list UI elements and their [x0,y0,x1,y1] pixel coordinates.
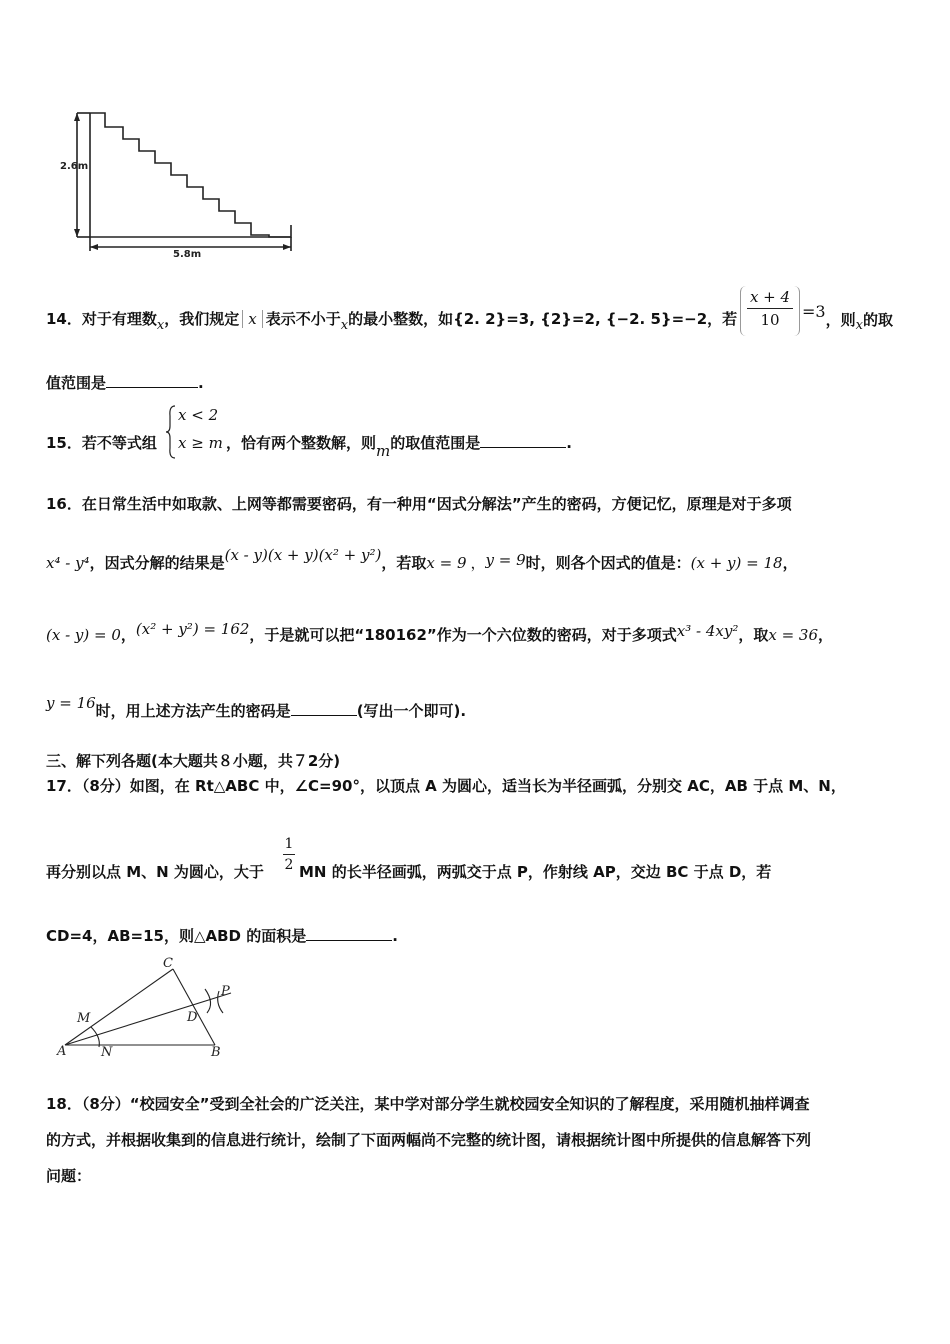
q17-line2-tail: MN 的长半径画弧，两弧交于点 P，作射线 AP，交边 BC 于点 D，若 [299,863,772,881]
q16-line2: x⁴ - y⁴，因式分解的结果是(x - y)(x + y)(x² + y²)，若取x = 9 ，y = 9时，则各个因式的值是：(x + y) = 18， [46,546,798,572]
stairs-outline [90,113,291,237]
q15-line-tail: ，恰有两个整数解，则m的取值范围是 . [226,434,572,460]
q17-line2: 再分别以点 M、N 为圆心，大于 [46,863,264,881]
q16-answer-blank[interactable] [291,703,357,716]
label-N: N [101,1045,113,1060]
q14-line2: 值范围是 . [46,374,204,392]
q16-line1: 16．在日常生活中如取款、上网等都需要密码，有一种用“因式分解法”产生的密码，方便记忆，原理是对于多项 [46,495,792,513]
left-brace-icon [165,404,177,460]
q16-line4: y = 16时，用上述方法产生的密码是 (写出一个即可). [46,694,467,720]
label-M: M [77,1011,91,1026]
side-CB [173,969,215,1045]
label-C: C [163,956,173,971]
q17-line1: 17．（8分）如图，在 Rt△ABC 中，∠C=90°，以顶点 A 为圆心，适当长为半径画弧，分别交 AC，AB 于点 M、N， [46,777,846,795]
label-B: B [211,1045,221,1060]
label-P: P [221,984,230,999]
q17-line3: CD=4，AB=15，则△ABD 的面积是 . [46,927,398,945]
q14-fraction: x + 4 10 [740,286,800,336]
stairs-figure [55,105,305,265]
section3-title: 三、解下列各题(本大题共８小题，共７2分) [46,752,341,770]
label-D: D [187,1010,198,1025]
q18-line3: 问题： [46,1167,92,1185]
q14-answer-blank[interactable] [106,375,198,388]
q17-answer-blank[interactable] [306,928,392,941]
q14-line1: 14．对于有理数x，我们规定 x 表示不小于x的最小整数，如{2. 2}=3, {2}=2, {−2. 5}=−2，若 [46,310,738,333]
ceil-bracket-x: x [242,310,262,328]
q18-line1: 18．（8分）“校园安全”受到全社会的广泛关注，某中学对部分学生就校园安全知识的了解程度，采用随机抽样调查 [46,1095,810,1113]
q15-answer-blank[interactable] [480,435,566,448]
width-label: 5.8m [173,249,202,260]
q15-line: 15．若不等式组 [46,434,157,452]
label-A: A [57,1044,67,1059]
q16-line3: (x - y) = 0，(x² + y²) = 162，于是就可以把“180162”作为一个六位数的密码，对于多项式x³ - 4xy²，取x = 36， [46,620,834,644]
q17-half-fraction: 1 2 [284,836,294,873]
q14-line1-tail: =3，则x的取 [802,302,893,333]
side-AC [65,969,173,1045]
height-label: 2.6m [60,161,89,172]
triangle-figure [55,955,255,1065]
q18-line2: 的方式，并根据收集到的信息进行统计，绘制了下面两幅尚不完整的统计图，请根据统计图中所提供的信息解答下列 [46,1131,812,1149]
